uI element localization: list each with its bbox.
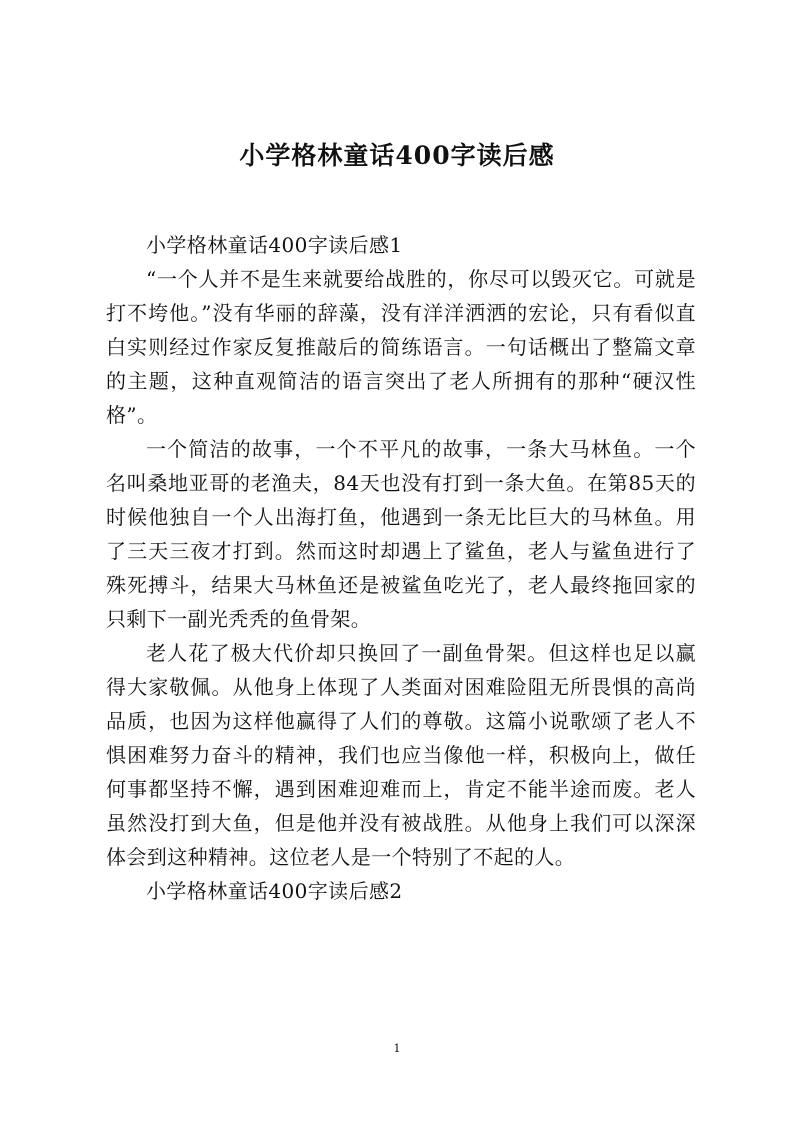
section-heading-2: 小学格林童话400字读后感2 — [146, 879, 403, 903]
document-title: 小学格林童话400字读后感 — [239, 141, 555, 170]
paragraph-quote-intro: “一个人并不是生来就要给战胜的，你尽可以毁灭它。可就是打不垮他。”没有华丽的辞藻，没有洋洋洒洒的宏论，只有看似直白实则经过作家反复推敲后的简练语言。一句话概出了整篇文章的主题，这种直观简洁的语言突出了老人所拥有的那种“硬汉性格”。 — [106, 267, 696, 427]
document-body — [106, 228, 696, 908]
paragraph-reflection: 老人花了极大代价却只换回了一副鱼骨架。但这样也足以赢得大家敬佩。从他身上体现了人类面对困难险阻无所畏惧的高尚品质，也因为这样他赢得了人们的尊敬。这篇小说歌颂了老人不惧困难努力奋斗的精神，我们也应当像他一样，积极向上，做任何事都坚持不懈，遇到困难迎难而上，肯定不能半途而废。老人虽然没打到大鱼，但是他并没有被战胜。从他身上我们可以深深体会到这种精神。这位老人是一个特别了不起的人。 — [106, 641, 696, 869]
paragraph-story-summary: 一个简洁的故事，一个不平凡的故事，一条大马林鱼。一个名叫桑地亚哥的老渔夫，84天也没有打到一条大鱼。在第85天的时候他独自一个人出海打鱼，他遇到一条无比巨大的马林鱼。用了三天三夜才打到。然而这时却遇上了鲨鱼，老人与鲨鱼进行了殊死搏斗，结果大马林鱼还是被鲨鱼吃光了，老人最终拖回家的只剩下一副光秃秃的鱼骨架。 — [106, 437, 696, 631]
page-number: 1 — [393, 1042, 401, 1055]
section-heading-1: 小学格林童话400字读后感1 — [146, 233, 403, 257]
